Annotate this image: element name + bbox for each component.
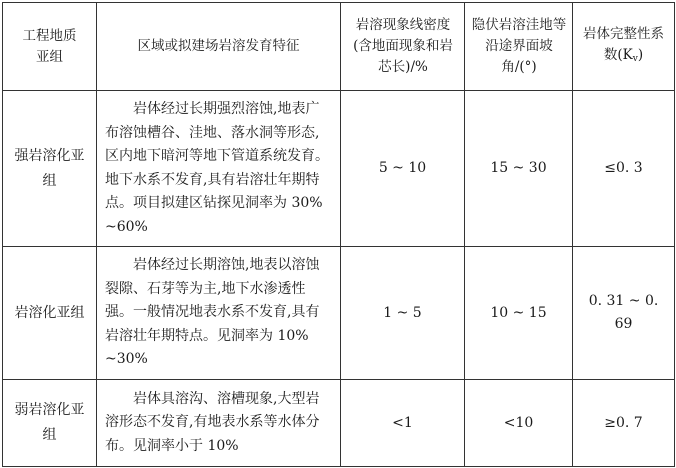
row-grade: 弱岩溶化亚组 [3, 380, 97, 467]
header-line-density: 岩溶现象线密度(含地面现象和岩芯长)/% [341, 3, 465, 91]
row-description: 岩体经过长期溶蚀,地表以溶蚀裂隙、石芽等为主,地下水渗透性强。一般情况地表水系不发育,具有岩溶壮年期特点。见洞率为 10% ~30% [97, 247, 341, 380]
row-description: 岩体具溶沟、溶槽现象,大型岩溶形态不发育,有地表水系等水体分布。见洞率小于 10% [97, 380, 341, 467]
row-slope-angle: 15 ~ 30 [465, 91, 573, 247]
row-integrity: 0. 31 ~ 0. 69 [573, 247, 675, 380]
row-slope-angle: <10 [465, 380, 573, 467]
header-slope-angle: 隐伏岩溶洼地等沿途界面坡角/(°) [465, 3, 573, 91]
row-grade: 强岩溶化亚组 [3, 91, 97, 247]
row-integrity: ≤0. 3 [573, 91, 675, 247]
header-karst-characteristics: 区域或拟建场岩溶发育特征 [97, 3, 341, 91]
row-integrity: ≥0. 7 [573, 380, 675, 467]
karst-classification-table [2, 2, 675, 467]
row-grade: 岩溶化亚组 [3, 247, 97, 380]
row-line-density: <1 [341, 380, 465, 467]
table-row [3, 91, 675, 247]
table-row [3, 247, 675, 380]
table-row [3, 380, 675, 467]
row-description: 岩体经过长期强烈溶蚀,地表广布溶蚀槽谷、洼地、落水洞等形态,区内地下暗河等地下管道系统发育。地下水系不发育,具有岩溶壮年期特点。项目拟建区钻探见洞率为 30% ~60% [97, 91, 341, 247]
subscript-v: v [632, 53, 638, 64]
header-integrity-coefficient: 岩体完整性系数$(K_v)$ [573, 3, 675, 91]
header-engineering-subgroup: 工程地质亚组 [3, 3, 97, 91]
row-slope-angle: 10 ~ 15 [465, 247, 573, 380]
row-line-density: 1 ~ 5 [341, 247, 465, 380]
row-line-density: 5 ~ 10 [341, 91, 465, 247]
header-row [3, 3, 675, 91]
